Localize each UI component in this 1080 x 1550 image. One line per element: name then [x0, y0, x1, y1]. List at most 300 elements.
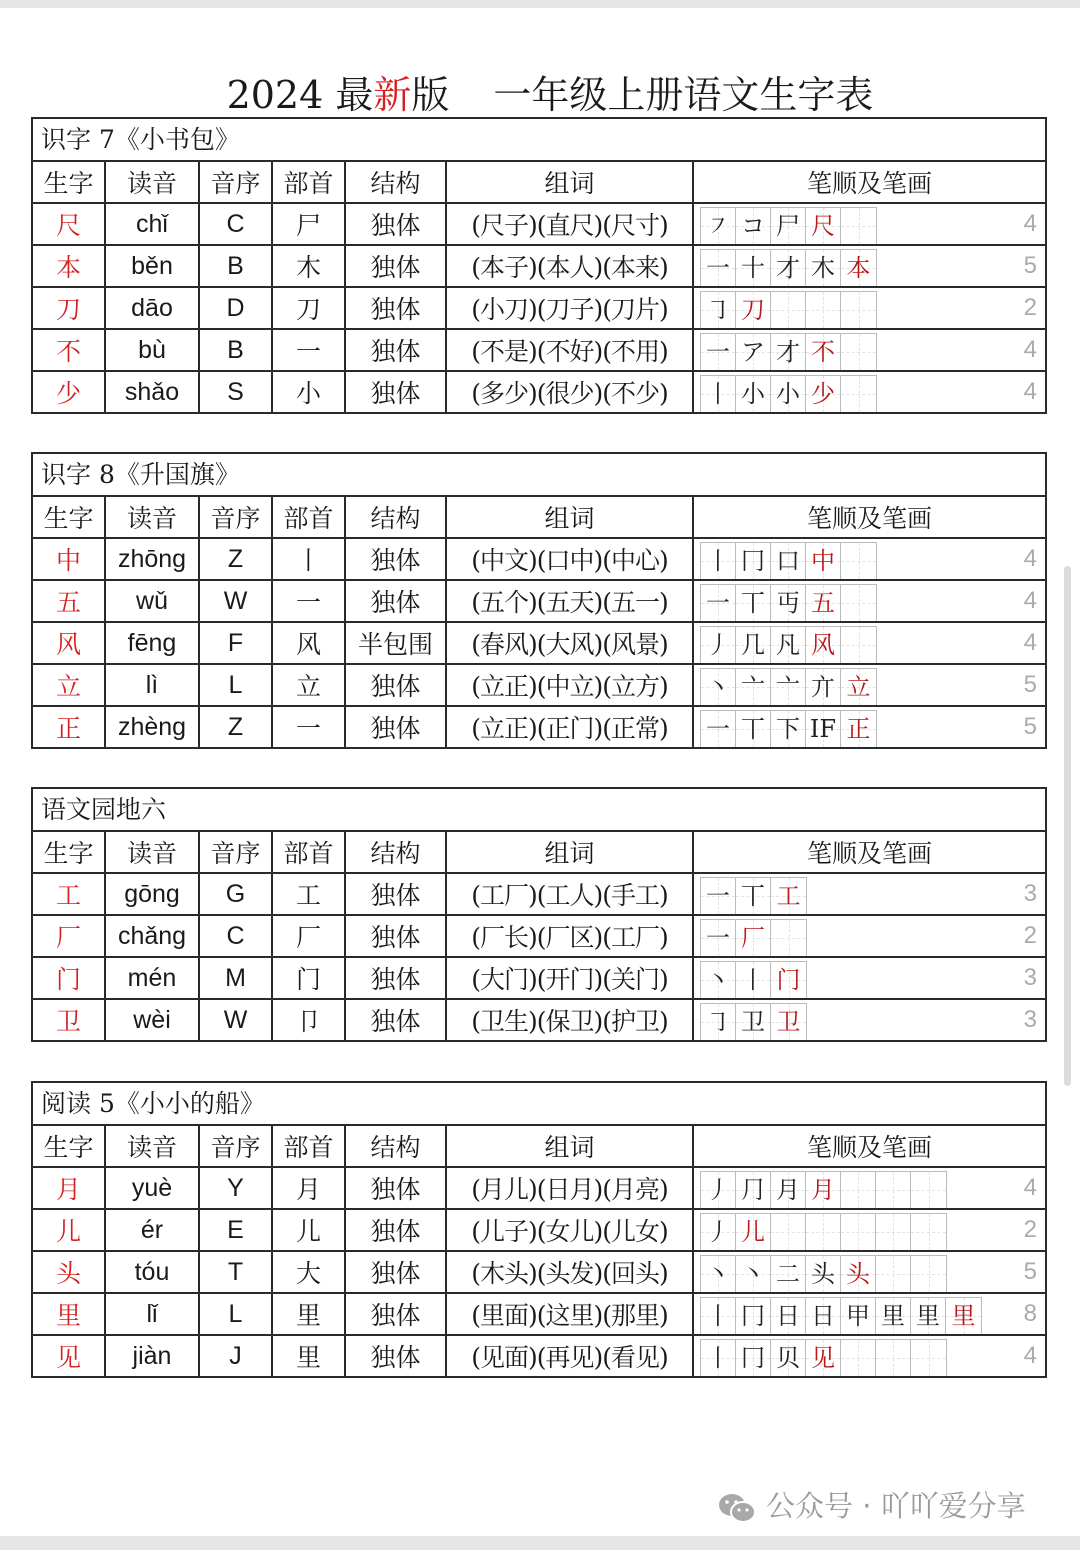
column-header: 部首: [272, 1126, 345, 1167]
pinyin-cell: wèi: [105, 999, 199, 1040]
stroke-step: 刀: [741, 296, 765, 324]
table-row: [33, 1209, 1045, 1251]
words-cell: (月儿)(日月)(月亮): [446, 1167, 693, 1209]
structure-cell: 独体: [345, 1335, 446, 1376]
character-cell: 头: [33, 1251, 105, 1293]
stroke-box: [841, 250, 876, 286]
stroke-grid: [700, 1297, 982, 1335]
stroke-box: [701, 376, 736, 412]
stroke-step: 二: [776, 1260, 800, 1288]
stroke-count: 2: [1023, 1216, 1037, 1243]
stroke-box: [806, 1172, 841, 1208]
empty-stroke-box: [911, 1256, 946, 1292]
stroke-box: [701, 250, 736, 286]
stroke-box: [701, 1340, 736, 1376]
character-cell: 本: [33, 245, 105, 287]
stroke-step: 卫: [776, 1008, 801, 1036]
title-main: 一年级上册语文生字表: [493, 73, 874, 117]
section-table: [31, 117, 1047, 414]
character-cell: 见: [33, 1335, 105, 1376]
stroke-box: [771, 1340, 806, 1376]
stroke-step: 月: [811, 1176, 835, 1204]
section-title: 识字 7《小书包》: [33, 119, 1045, 162]
column-header: 笔顺及笔画: [693, 497, 1045, 538]
stroke-step: コ: [741, 212, 765, 240]
empty-stroke-box: [841, 543, 876, 579]
column-header: 音序: [199, 1126, 272, 1167]
stroke-box: [841, 669, 876, 705]
stroke-box: [736, 920, 771, 956]
top-edge: [0, 0, 1080, 8]
stroke-box: [806, 585, 841, 621]
stroke-box: [736, 1172, 771, 1208]
character-cell: 不: [33, 329, 105, 371]
table-row: [33, 580, 1045, 622]
initial-cell: B: [199, 245, 272, 287]
scrollbar[interactable]: [1064, 566, 1071, 1086]
header-row: [33, 1126, 1045, 1167]
stroke-count: 5: [1023, 1258, 1037, 1285]
structure-cell: 独体: [345, 999, 446, 1040]
stroke-box: [736, 292, 771, 328]
pinyin-cell: chǎng: [105, 915, 199, 957]
stroke-step: IF: [809, 715, 837, 743]
stroke-step: 不: [811, 338, 835, 366]
table-row: [33, 1251, 1045, 1293]
radical-cell: 刀: [272, 287, 345, 329]
empty-stroke-box: [806, 1214, 841, 1250]
initial-cell: L: [199, 1293, 272, 1335]
words-cell: (见面)(再见)(看见): [446, 1335, 693, 1376]
pinyin-cell: chǐ: [105, 203, 199, 245]
stroke-box: [771, 208, 806, 244]
radical-cell: 厂: [272, 915, 345, 957]
stroke-box: [736, 962, 771, 998]
stroke-step: 一: [706, 589, 730, 617]
empty-stroke-box: [771, 920, 806, 956]
stroke-step: 一: [706, 715, 730, 743]
table-row: [33, 664, 1045, 706]
empty-stroke-box: [841, 1340, 876, 1376]
stroke-box: [736, 711, 771, 747]
stroke-step: 卫: [741, 1008, 765, 1036]
pinyin-cell: gōng: [105, 873, 199, 915]
stroke-step: 见: [811, 1344, 835, 1372]
stroke-grid: [700, 333, 877, 371]
stroke-step: 丨: [706, 1302, 730, 1330]
column-header: 部首: [272, 497, 345, 538]
stroke-step: 丶: [706, 1260, 730, 1288]
radical-cell: 卩: [272, 999, 345, 1040]
empty-stroke-box: [841, 292, 876, 328]
character-cell: 儿: [33, 1209, 105, 1251]
stroke-step: 月: [776, 1176, 800, 1204]
words-cell: (大门)(开门)(关门): [446, 957, 693, 999]
stroke-step: 工: [776, 882, 801, 910]
table-row: [33, 957, 1045, 999]
stroke-order-cell: [693, 371, 1045, 412]
stroke-step: 贝: [776, 1344, 800, 1372]
stroke-box: [771, 1256, 806, 1292]
title-post: 版: [411, 73, 450, 117]
words-cell: (中文)(口中)(中心): [446, 538, 693, 580]
stroke-box: [701, 292, 736, 328]
initial-cell: D: [199, 287, 272, 329]
initial-cell: T: [199, 1251, 272, 1293]
radical-cell: 一: [272, 329, 345, 371]
stroke-step: 尺: [811, 212, 835, 240]
stroke-step: 少: [811, 380, 835, 408]
stroke-box: [701, 627, 736, 663]
character-cell: 少: [33, 371, 105, 412]
character-cell: 卫: [33, 999, 105, 1040]
stroke-box: [806, 376, 841, 412]
empty-stroke-box: [911, 1340, 946, 1376]
stroke-count: 4: [1023, 378, 1037, 405]
stroke-order-cell: [693, 580, 1045, 622]
stroke-step: 里: [916, 1302, 940, 1330]
stroke-count: 5: [1023, 713, 1037, 740]
stroke-step: ⺆: [741, 1176, 765, 1204]
pinyin-cell: ér: [105, 1209, 199, 1251]
stroke-box: [771, 250, 806, 286]
stroke-count: 4: [1023, 629, 1037, 656]
stroke-step: 五: [811, 589, 835, 617]
pinyin-cell: lǐ: [105, 1293, 199, 1335]
stroke-box: [771, 1298, 806, 1334]
stroke-box: [806, 627, 841, 663]
character-cell: 门: [33, 957, 105, 999]
words-cell: (本子)(本人)(本来): [446, 245, 693, 287]
stroke-box: [806, 334, 841, 370]
stroke-box: [701, 1004, 736, 1040]
stroke-order-cell: [693, 203, 1045, 245]
pinyin-cell: wǔ: [105, 580, 199, 622]
pinyin-cell: yuè: [105, 1167, 199, 1209]
empty-stroke-box: [771, 1214, 806, 1250]
words-cell: (不是)(不好)(不用): [446, 329, 693, 371]
stroke-box: [736, 669, 771, 705]
stroke-step: 几: [741, 631, 765, 659]
stroke-box: [701, 543, 736, 579]
stroke-order-cell: [693, 287, 1045, 329]
initial-cell: L: [199, 664, 272, 706]
stroke-step: 日: [776, 1302, 800, 1330]
words-cell: (厂长)(厂区)(工厂): [446, 915, 693, 957]
stroke-box: [806, 1298, 841, 1334]
stroke-step: 亠: [741, 673, 765, 701]
stroke-order-cell: [693, 1251, 1045, 1293]
column-header: 生字: [33, 1126, 105, 1167]
stroke-box: [806, 711, 841, 747]
stroke-grid: [700, 877, 807, 915]
character-cell: 刀: [33, 287, 105, 329]
initial-cell: J: [199, 1335, 272, 1376]
stroke-box: [771, 627, 806, 663]
stroke-box: [701, 585, 736, 621]
header-row: [33, 832, 1045, 873]
character-cell: 尺: [33, 203, 105, 245]
header-row: [33, 497, 1045, 538]
initial-cell: W: [199, 580, 272, 622]
stroke-grid: [700, 375, 877, 412]
words-cell: (儿子)(女儿)(儿女): [446, 1209, 693, 1251]
stroke-order-cell: [693, 957, 1045, 999]
stroke-step: 厂: [741, 924, 765, 952]
stroke-box: [736, 878, 771, 914]
title-accent: 新: [373, 73, 412, 117]
stroke-box: [736, 208, 771, 244]
structure-cell: 独体: [345, 329, 446, 371]
stroke-grid: [700, 919, 807, 957]
stroke-count: 3: [1023, 964, 1037, 991]
stroke-box: [771, 543, 806, 579]
stroke-box: [806, 208, 841, 244]
stroke-box: [771, 334, 806, 370]
stroke-box: [701, 962, 736, 998]
stroke-order-cell: [693, 1167, 1045, 1209]
stroke-box: [701, 208, 736, 244]
structure-cell: 独体: [345, 245, 446, 287]
radical-cell: 丨: [272, 538, 345, 580]
empty-stroke-box: [841, 208, 876, 244]
stroke-box: [841, 1256, 876, 1292]
stroke-box: [806, 543, 841, 579]
structure-cell: 独体: [345, 580, 446, 622]
table-row: [33, 287, 1045, 329]
stroke-box: [736, 250, 771, 286]
stroke-box: [911, 1298, 946, 1334]
table-row: [33, 371, 1045, 412]
table-row: [33, 1335, 1045, 1376]
stroke-box: [736, 1298, 771, 1334]
stroke-grid: [700, 668, 877, 706]
pinyin-cell: shǎo: [105, 371, 199, 412]
initial-cell: C: [199, 915, 272, 957]
stroke-box: [701, 334, 736, 370]
words-cell: (木头)(头发)(回头): [446, 1251, 693, 1293]
character-cell: 里: [33, 1293, 105, 1335]
empty-stroke-box: [841, 1214, 876, 1250]
stroke-box: [771, 1004, 806, 1040]
stroke-box: [771, 1172, 806, 1208]
radical-cell: 里: [272, 1335, 345, 1376]
column-header: 生字: [33, 497, 105, 538]
stroke-box: [736, 334, 771, 370]
words-cell: (立正)(中立)(立方): [446, 664, 693, 706]
structure-cell: 独体: [345, 664, 446, 706]
stroke-grid: [700, 542, 877, 580]
initial-cell: M: [199, 957, 272, 999]
column-header: 结构: [345, 162, 446, 203]
stroke-grid: [700, 291, 877, 329]
column-header: 读音: [105, 1126, 199, 1167]
table-row: [33, 538, 1045, 580]
structure-cell: 独体: [345, 1209, 446, 1251]
words-cell: (五个)(五天)(五一): [446, 580, 693, 622]
initial-cell: G: [199, 873, 272, 915]
stroke-order-cell: [693, 999, 1045, 1040]
stroke-count: 3: [1023, 880, 1037, 907]
radical-cell: 小: [272, 371, 345, 412]
character-cell: 正: [33, 706, 105, 747]
stroke-step: 门: [776, 966, 801, 994]
table-row: [33, 706, 1045, 747]
column-header: 笔顺及笔画: [693, 1126, 1045, 1167]
initial-cell: B: [199, 329, 272, 371]
empty-stroke-box: [876, 1172, 911, 1208]
structure-cell: 独体: [345, 1167, 446, 1209]
words-cell: (尺子)(直尺)(尺寸): [446, 203, 693, 245]
stroke-order-cell: [693, 706, 1045, 747]
radical-cell: 一: [272, 706, 345, 747]
stroke-grid: [700, 1339, 947, 1376]
initial-cell: Y: [199, 1167, 272, 1209]
radical-cell: 风: [272, 622, 345, 664]
stroke-box: [806, 250, 841, 286]
column-header: 笔顺及笔画: [693, 162, 1045, 203]
empty-stroke-box: [841, 1172, 876, 1208]
stroke-step: ㇆: [706, 1008, 730, 1036]
stroke-count: 4: [1023, 1342, 1037, 1369]
character-cell: 工: [33, 873, 105, 915]
stroke-box: [771, 962, 806, 998]
stroke-step: 丨: [706, 547, 730, 575]
structure-cell: 独体: [345, 203, 446, 245]
pinyin-cell: fēng: [105, 622, 199, 664]
radical-cell: 月: [272, 1167, 345, 1209]
stroke-step: 丶: [741, 1260, 765, 1288]
table-row: [33, 329, 1045, 371]
stroke-grid: [700, 249, 877, 287]
character-cell: 月: [33, 1167, 105, 1209]
pinyin-cell: tóu: [105, 1251, 199, 1293]
title-pre: 最: [335, 73, 374, 117]
stroke-step: 小: [741, 380, 765, 408]
stroke-step: 丿: [706, 1176, 730, 1204]
radical-cell: 立: [272, 664, 345, 706]
stroke-box: [736, 376, 771, 412]
words-cell: (卫生)(保卫)(护卫): [446, 999, 693, 1040]
stroke-count: 5: [1023, 671, 1037, 698]
words-cell: (春风)(大风)(风景): [446, 622, 693, 664]
stroke-box: [701, 1214, 736, 1250]
stroke-order-cell: [693, 1335, 1045, 1376]
character-cell: 风: [33, 622, 105, 664]
table-row: [33, 999, 1045, 1040]
initial-cell: W: [199, 999, 272, 1040]
radical-cell: 木: [272, 245, 345, 287]
stroke-order-cell: [693, 915, 1045, 957]
stroke-step: 丶: [706, 673, 730, 701]
initial-cell: C: [199, 203, 272, 245]
stroke-order-cell: [693, 538, 1045, 580]
empty-stroke-box: [876, 1256, 911, 1292]
stroke-box: [701, 1256, 736, 1292]
initial-cell: F: [199, 622, 272, 664]
stroke-order-cell: [693, 873, 1045, 915]
structure-cell: 独体: [345, 873, 446, 915]
character-cell: 厂: [33, 915, 105, 957]
stroke-grid: [700, 207, 877, 245]
stroke-step: 丅: [741, 715, 765, 743]
stroke-step: 丨: [706, 380, 730, 408]
pinyin-cell: lì: [105, 664, 199, 706]
stroke-grid: [700, 1003, 807, 1040]
pinyin-cell: mén: [105, 957, 199, 999]
stroke-box: [771, 669, 806, 705]
stroke-step: ㇆: [706, 296, 730, 324]
stroke-step: ㇇: [706, 212, 730, 240]
radical-cell: 大: [272, 1251, 345, 1293]
empty-stroke-box: [876, 1340, 911, 1376]
structure-cell: 独体: [345, 915, 446, 957]
stroke-count: 3: [1023, 1006, 1037, 1033]
stroke-order-cell: [693, 622, 1045, 664]
empty-stroke-box: [841, 376, 876, 412]
stroke-step: 丏: [776, 589, 800, 617]
pinyin-cell: bù: [105, 329, 199, 371]
stroke-step: 甲: [846, 1302, 870, 1330]
empty-stroke-box: [841, 585, 876, 621]
wechat-icon: [718, 1492, 756, 1524]
table-row: [33, 873, 1045, 915]
column-header: 结构: [345, 832, 446, 873]
stroke-step: 正: [846, 715, 871, 743]
stroke-box: [701, 669, 736, 705]
watermark: [718, 1484, 1026, 1525]
title-year: 2024: [226, 73, 324, 117]
stroke-box: [736, 1340, 771, 1376]
stroke-grid: [700, 1171, 947, 1209]
stroke-step: 凡: [776, 631, 800, 659]
section-title: 识字 8《升国旗》: [33, 454, 1045, 497]
stroke-box: [771, 376, 806, 412]
stroke-order-cell: [693, 664, 1045, 706]
stroke-grid: [700, 961, 807, 999]
column-header: 组词: [446, 497, 693, 538]
initial-cell: E: [199, 1209, 272, 1251]
radical-cell: 门: [272, 957, 345, 999]
stroke-step: 亣: [811, 673, 835, 701]
stroke-step: 才: [776, 338, 800, 366]
stroke-step: 头: [846, 1260, 870, 1288]
table-row: [33, 622, 1045, 664]
section-table: [31, 1081, 1047, 1378]
stroke-box: [736, 627, 771, 663]
words-cell: (工厂)(工人)(手工): [446, 873, 693, 915]
empty-stroke-box: [911, 1214, 946, 1250]
stroke-step: 木: [811, 254, 835, 282]
table-row: [33, 1167, 1045, 1209]
radical-cell: 工: [272, 873, 345, 915]
words-cell: (立正)(正门)(正常): [446, 706, 693, 747]
column-header: 音序: [199, 162, 272, 203]
structure-cell: 独体: [345, 706, 446, 747]
column-header: 读音: [105, 162, 199, 203]
structure-cell: 独体: [345, 1251, 446, 1293]
stroke-box: [701, 1298, 736, 1334]
stroke-step: 亠: [776, 673, 800, 701]
column-header: 音序: [199, 832, 272, 873]
stroke-box: [946, 1298, 981, 1334]
radical-cell: 尸: [272, 203, 345, 245]
stroke-box: [701, 711, 736, 747]
stroke-grid: [700, 710, 877, 747]
empty-stroke-box: [841, 334, 876, 370]
stroke-step: 才: [776, 254, 800, 282]
section-table: [31, 787, 1047, 1042]
